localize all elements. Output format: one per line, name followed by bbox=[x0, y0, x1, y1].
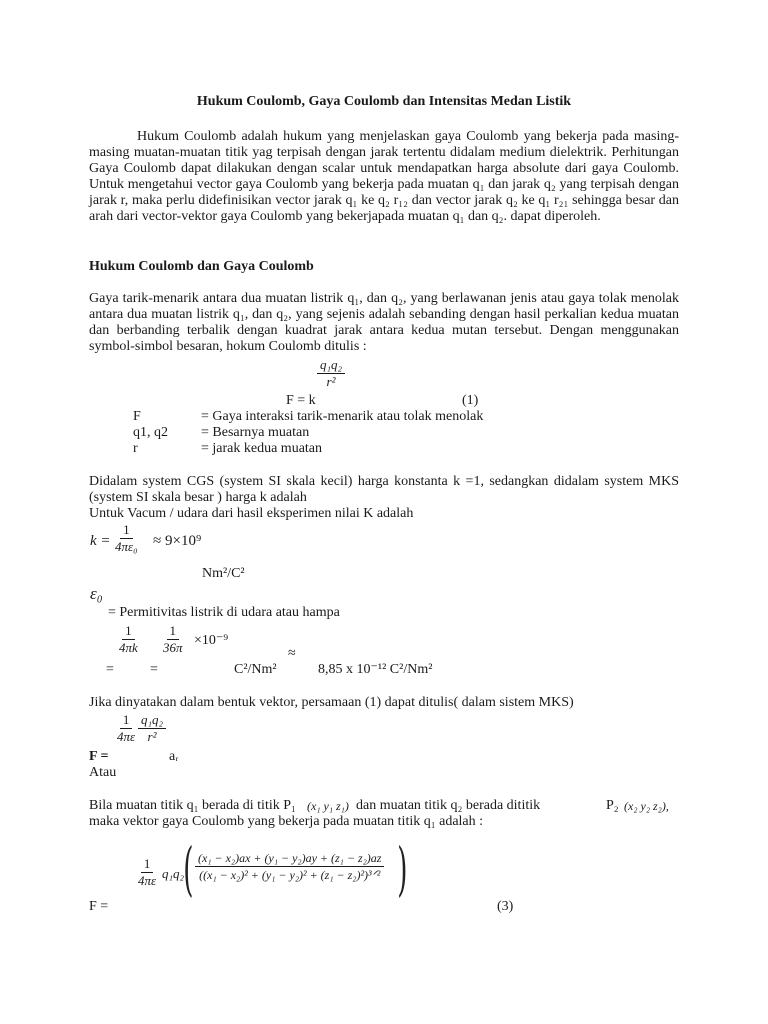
atau-label: Atau bbox=[89, 765, 117, 780]
eq3-main-fraction bbox=[195, 851, 384, 882]
eps-equals-2: = bbox=[150, 662, 158, 677]
vec-unit-ar: aᵣ bbox=[169, 749, 179, 764]
eps-unit: C²/Nm² bbox=[234, 662, 277, 677]
eps-fraction-1 bbox=[119, 624, 138, 655]
k-rhs: ≈ 9×10⁹ bbox=[153, 533, 202, 549]
eq3-prefactor-denominator: 4πε bbox=[138, 873, 157, 888]
cgs-paragraph: Didalam system CGS (system SI skala kecil) harga konstanta k =1, sedangkan didalam system MKS (system SI skala besar ) harga k adalah bbox=[89, 474, 679, 505]
point-charge-text-c: maka vektor gaya Coulomb yang bekerja pada muatan titik q₁ adalah : bbox=[89, 814, 484, 829]
eps-approx: ≈ bbox=[288, 646, 296, 661]
eq3-tag: (3) bbox=[497, 899, 514, 914]
eps-f1-numerator: 1 bbox=[122, 624, 135, 640]
eq3-prefactor bbox=[138, 857, 156, 888]
p2-coordinates: (x₂ y₂ z₂), bbox=[624, 799, 669, 813]
eq3-prefactor-numerator: 1 bbox=[141, 857, 154, 873]
epsilon-symbol: ε₀ bbox=[90, 584, 103, 603]
vec-lhs: F = bbox=[89, 749, 109, 764]
p2-label: P₂ bbox=[606, 798, 619, 813]
intro-paragraph: Hukum Coulomb adalah hukum yang menjelaskan gaya Coulomb yang bekerja pada masing-masing muatan-muatan titik yag terpisah dengan jarak tertentu didalam medium dielektrik. Perhitungan Gaya Coulomb dapat dilakukan dengan scalar untuk mendapatkan harga absolute dari gaya Coulomb. Untuk mengetahui vector gaya Coulomb yang bekerja pada muatan q₁ dan jarak q₂ yang terpisah dengan jarak r, maka perlu didefinisikan vector jarak q₁ ke q₂ r₁₂ dan vector jarak q₂ ke q₁ r₂₁ sehingga besar dan arah dari vector-vektor gaya Coulomb yang bekerjapada muatan q₁ dan q₂. dapat diperoleh. bbox=[89, 129, 679, 224]
p1-coordinates: (x₁ y₁ z₁) bbox=[307, 799, 349, 813]
k-fraction bbox=[115, 523, 138, 554]
eq3-denominator: ((x₁ − x₂)² + (y₁ − y₂)² + (z₁ − z₂)²)³ᐟ² bbox=[199, 868, 381, 882]
eq3-left-paren: ( bbox=[183, 835, 194, 903]
def-symbol-r: r bbox=[133, 441, 138, 456]
def-symbol-f: F bbox=[133, 409, 141, 424]
eq1-numerator: q₁q₂ bbox=[317, 358, 345, 374]
point-charge-text-b: dan muatan titik q₂ berada dititik bbox=[356, 798, 541, 813]
vec-f2-denominator: r² bbox=[147, 729, 157, 744]
k-numerator: 1 bbox=[120, 523, 133, 539]
def-desc-r: = jarak kedua muatan bbox=[201, 441, 323, 456]
vec-f2-numerator: q₁q₂ bbox=[138, 713, 166, 729]
eps-equals-1: = bbox=[106, 662, 114, 677]
eq1-denominator: r² bbox=[326, 374, 336, 389]
epsilon-description: = Permitivitas listrik di udara atau hampa bbox=[108, 605, 340, 620]
vector-paragraph: Jika dinyatakan dalam bentuk vektor, persamaan (1) dapat ditulis( dalam sistem MKS) bbox=[89, 695, 574, 710]
eps-fraction-2 bbox=[163, 624, 183, 655]
vec-f1-numerator: 1 bbox=[120, 713, 133, 729]
document-title: Hukum Coulomb, Gaya Coulomb dan Intensitas Medan Listik bbox=[196, 94, 572, 109]
vacuum-line: Untuk Vacum / udara dari hasil eksperimen nilai K adalah bbox=[89, 506, 414, 521]
def-desc-f: = Gaya interaksi tarik-menarik atau tolak menolak bbox=[201, 409, 484, 424]
def-symbol-q: q1, q2 bbox=[133, 425, 168, 440]
eq3-right-paren: ) bbox=[397, 835, 408, 903]
k-unit: Nm²/C² bbox=[202, 566, 245, 581]
section-heading: Hukum Coulomb dan Gaya Coulomb bbox=[89, 259, 314, 274]
k-lhs: k = bbox=[90, 533, 111, 549]
eq1-fraction bbox=[317, 358, 345, 389]
eps-f1-denominator: 4πk bbox=[119, 640, 138, 655]
vec-f1-denominator: 4πε bbox=[117, 729, 136, 744]
eq1-lhs: F = k bbox=[286, 393, 316, 408]
eq3-lhs: F = bbox=[89, 899, 109, 914]
vec-fraction-1 bbox=[117, 713, 135, 744]
eq3-numerator: (x₁ − x₂)ax + (y₁ − y₂)ay + (z₁ − z₂)az bbox=[195, 851, 384, 867]
eps-value: 8,85 x 10⁻¹² C²/Nm² bbox=[318, 662, 433, 677]
eq1-tag: (1) bbox=[462, 393, 479, 408]
k-denominator: 4πε₀ bbox=[115, 539, 138, 554]
def-desc-q: = Besarnya muatan bbox=[201, 425, 310, 440]
vec-fraction-2 bbox=[138, 713, 166, 744]
eps-f2-denominator: 36π bbox=[163, 640, 183, 655]
coulomb-paragraph: Gaya tarik-menarik antara dua muatan listrik q₁, dan q₂, yang berlawanan jenis atau gaya tolak menolak antara dua muatan listrik q₁, dan q₂, yang sejenis adalah sebanding dengan hasil perkalian kedua muatan dan berbanding terbalik dengan kuadrat jarak antara kedua mutan tersebut. Dengan menggunakan symbol-simbol besaran, hokum Coulomb ditulis : bbox=[89, 291, 679, 354]
eps-f2-multiplier: ×10⁻⁹ bbox=[194, 633, 229, 648]
eps-f2-numerator: 1 bbox=[167, 624, 180, 640]
eq3-charges: q₁q₂ bbox=[162, 866, 185, 881]
point-charge-text-a: Bila muatan titik q₁ berada di titik P₁ bbox=[89, 798, 296, 813]
